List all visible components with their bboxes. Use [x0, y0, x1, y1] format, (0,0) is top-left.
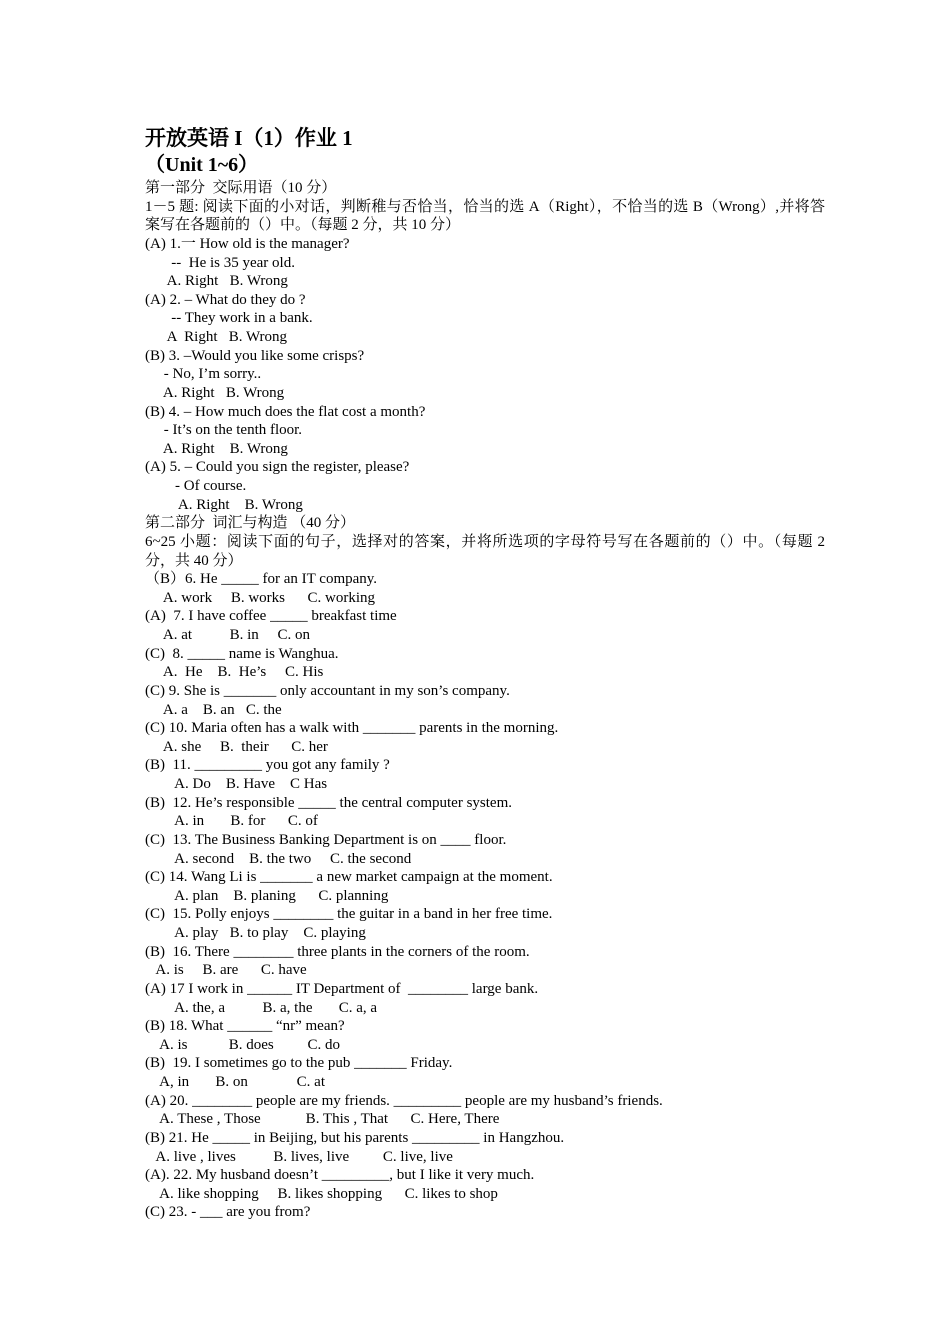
text-line: (A) 2. – What do they do ? [145, 291, 306, 308]
text-line: (C) 14. Wang Li is _______ a new market campaign at the moment. [145, 869, 553, 886]
document-subtitle: （Unit 1~6） [145, 154, 259, 176]
text-line: (B) 16. There ________ three plants in the corners of the room. [145, 943, 530, 960]
text-line: (A) 1.一 How old is the manager? [145, 235, 350, 252]
text-line: (C) 15. Polly enjoys ________ the guitar in a band in her free time. [145, 906, 553, 923]
text-line: - Of course. [145, 478, 247, 494]
text-line: (C) 10. Maria often has a walk with _______ parents in the morning. [145, 720, 559, 737]
text-line: (B) 3. –Would you like some crisps? [145, 347, 365, 364]
text-line: A. in B. for C. of [145, 813, 318, 830]
text-line: 6~25 小题：阅读下面的句子，选择对的答案，并将所选项的字母符号写在各题前的（）中。（每题 2 分，共 40 分） [145, 533, 825, 569]
text-line: A. Do B. Have C Has [145, 776, 328, 792]
text-line: A. like shopping B. likes shopping C. likes to shop [145, 1185, 498, 1202]
text-line: (A) 5. – Could you sign the register, please? [145, 459, 410, 476]
text-line: A. is B. does C. do [145, 1036, 341, 1053]
text-line: (B) 21. He _____ in Beijing, but his parents _________ in Hangzhou. [145, 1129, 565, 1146]
text-line: A. live , lives B. lives, live C. live, live [145, 1148, 453, 1165]
text-line: (B) 19. I sometimes go to the pub _______ Friday. [145, 1055, 453, 1072]
document-title: 开放英语 I（1）作业 1 [145, 126, 353, 150]
text-line: A. Right B. Wrong [145, 496, 303, 513]
text-line: (B) 11. _________ you got any family ? [145, 757, 390, 774]
text-line: 1－5 题: 阅读下面的小对话，判断稚与否恰当，恰当的选 A（Right），不恰当的选 B（Wrong）,并将答案写在各题前的（）中。（每题 2 分，共 10 分） [145, 198, 825, 234]
text-line: (C) 8. _____ name is Wanghua. [145, 645, 339, 662]
text-line: (A) 7. I have coffee _____ breakfast time [145, 608, 397, 625]
text-line: A. is B. are C. have [145, 962, 307, 979]
text-line: 第二部分 词汇与构造 （40 分） [145, 515, 356, 532]
text-line: (A). 22. My husband doesn’t _________, but I like it very much. [145, 1167, 535, 1184]
text-line: A. Right B. Wrong [145, 273, 288, 290]
text-line: A. she B. their C. her [145, 738, 328, 755]
text-line: (C) 13. The Business Banking Department is on ____ floor. [145, 831, 507, 848]
text-line: A. He B. He’s C. His [145, 664, 324, 681]
document-body [145, 179, 825, 1222]
text-line: (B) 18. What ______ “nr” mean? [145, 1018, 345, 1035]
text-line: A. play B. to play C. playing [145, 925, 366, 941]
text-line: (B) 4. – How much does the flat cost a month? [145, 403, 426, 420]
text-line: A, in B. on C. at [145, 1074, 326, 1090]
text-line: A. Right B. Wrong [145, 440, 288, 457]
text-line: - It’s on the tenth floor. [145, 422, 303, 439]
text-line: A. These , Those B. This , That C. Here, There [145, 1111, 500, 1128]
text-line: (A) 17 I work in ______ IT Department of ________ large bank. [145, 980, 539, 997]
text-line: A. a B. an C. the [145, 701, 282, 718]
text-line: A. the, a B. a, the C. a, a [145, 999, 378, 1016]
text-line: - No, I’m sorry.. [145, 366, 262, 383]
text-line: (B) 12. He’s responsible _____ the central computer system. [145, 794, 513, 811]
text-line: （B）6. He _____ for an IT company. [145, 571, 378, 588]
text-line: -- They work in a bank. [145, 310, 313, 327]
text-line: A. Right B. Wrong [145, 384, 285, 401]
text-line: A. work B. works C. working [145, 589, 376, 606]
text-line: (A) 20. ________ people are my friends. _________ people are my husband’s friends. [145, 1092, 663, 1109]
text-line: 第一部分 交际用语（10 分） [145, 180, 337, 196]
text-line: A Right B. Wrong [145, 329, 288, 345]
homework-document [145, 124, 825, 1222]
text-line: A. second B. the two C. the second [145, 850, 412, 867]
text-line: A. at B. in C. on [145, 627, 311, 643]
text-line: A. plan B. planing C. planning [145, 887, 389, 904]
text-line: -- He is 35 year old. [145, 254, 295, 271]
text-line: (C) 9. She is _______ only accountant in my son’s company. [145, 682, 510, 699]
text-line: (C) 23. - ___ are you from? [145, 1204, 311, 1221]
